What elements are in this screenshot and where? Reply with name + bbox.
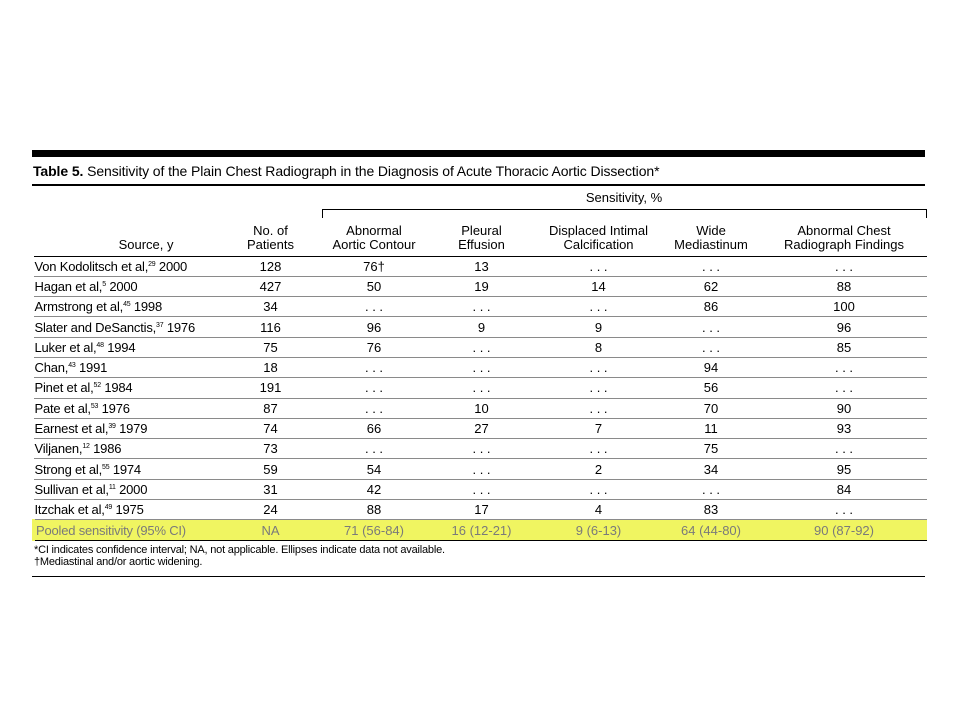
group-header-row xyxy=(34,186,927,212)
cell-mediastinum: 34 xyxy=(661,459,762,479)
col-header-mediastinum xyxy=(661,212,762,257)
table-row xyxy=(34,357,927,377)
cell-calcification: 14 xyxy=(537,276,661,296)
pooled-patients: NA xyxy=(220,520,322,540)
cell-pleural: 27 xyxy=(427,418,537,438)
cell-source xyxy=(34,459,220,479)
cell-source xyxy=(34,276,220,296)
source-name: Chan, xyxy=(34,360,69,376)
source-year: 1984 xyxy=(104,380,133,396)
cell-pleural: 13 xyxy=(427,256,537,276)
cell-pleural: . . . xyxy=(427,439,537,459)
cell-calcification: 9 xyxy=(537,317,661,337)
cell-source xyxy=(34,337,220,357)
cell-findings: . . . xyxy=(762,439,927,459)
cell-source xyxy=(34,256,220,276)
source-year: 1976 xyxy=(166,319,195,335)
cell-source xyxy=(34,357,220,377)
cell-contour: 88 xyxy=(322,500,427,520)
cell-contour: . . . xyxy=(322,398,427,418)
cell-calcification: . . . xyxy=(537,479,661,499)
col-header-line: Pleural xyxy=(461,222,502,238)
col-header-findings xyxy=(762,212,927,257)
cell-findings: 100 xyxy=(762,297,927,317)
source-ref: 39 xyxy=(108,423,116,431)
source-name: Itzchak et al, xyxy=(34,502,105,518)
table-row xyxy=(34,398,927,418)
source-name: Pate et al, xyxy=(34,400,91,416)
group-header-label: Sensitivity, % xyxy=(585,189,663,205)
cell-contour: 96 xyxy=(322,317,427,337)
col-header-pleural xyxy=(427,212,537,257)
cell-calcification: . . . xyxy=(537,439,661,459)
cell-calcification: . . . xyxy=(537,256,661,276)
cell-findings: 90 xyxy=(762,398,927,418)
table-row xyxy=(34,317,927,337)
cell-findings: . . . xyxy=(762,357,927,377)
table-row xyxy=(34,337,927,357)
table-body xyxy=(34,256,927,540)
cell-calcification: 2 xyxy=(537,459,661,479)
cell-findings: 88 xyxy=(762,276,927,296)
col-header-line: Displaced Intimal xyxy=(549,222,648,238)
cell-mediastinum: 70 xyxy=(661,398,762,418)
cell-contour: . . . xyxy=(322,439,427,459)
col-header-line: Abnormal xyxy=(346,222,402,238)
source-year: 1994 xyxy=(107,339,136,355)
source-year: 1991 xyxy=(79,360,108,376)
cell-pleural: . . . xyxy=(427,337,537,357)
table-row xyxy=(34,479,927,499)
cell-source xyxy=(34,439,220,459)
cell-findings: 84 xyxy=(762,479,927,499)
cell-mediastinum: . . . xyxy=(661,256,762,276)
cell-pleural: 10 xyxy=(427,398,537,418)
table-panel xyxy=(32,150,925,577)
source-ref: 53 xyxy=(90,402,99,410)
pooled-findings: 90 (87-92) xyxy=(762,520,927,540)
source-ref: 55 xyxy=(102,463,110,471)
pooled-mediastinum: 64 (44-80) xyxy=(661,520,762,540)
source-year: 1974 xyxy=(112,461,141,477)
cell-calcification: 8 xyxy=(537,337,661,357)
col-header-contour xyxy=(322,212,427,257)
cell-mediastinum: 56 xyxy=(661,378,762,398)
source-year: 2000 xyxy=(158,258,188,274)
cell-mediastinum: . . . xyxy=(661,479,762,499)
pooled-source: Pooled sensitivity (95% CI) xyxy=(34,520,220,540)
source-ref: 52 xyxy=(93,382,101,390)
pooled-calcification: 9 (6-13) xyxy=(537,520,661,540)
col-header-line: No. of xyxy=(253,222,288,238)
cell-calcification: 4 xyxy=(537,500,661,520)
source-ref: 43 xyxy=(68,362,76,370)
cell-pleural: 17 xyxy=(427,500,537,520)
source-year: 1975 xyxy=(115,502,144,518)
source-name: Hagan et al, xyxy=(34,278,103,294)
cell-source xyxy=(34,500,220,520)
col-header-line: Source, y xyxy=(118,236,174,252)
cell-patients: 191 xyxy=(220,378,322,398)
source-year: 1979 xyxy=(119,421,148,437)
source-name: Sullivan et al, xyxy=(34,481,109,497)
source-ref: 48 xyxy=(96,341,104,349)
cell-calcification: . . . xyxy=(537,357,661,377)
cell-patients: 116 xyxy=(220,317,322,337)
table-title xyxy=(32,161,925,181)
col-header-line: Patients xyxy=(247,236,294,252)
cell-contour: . . . xyxy=(322,378,427,398)
table-row xyxy=(34,276,927,296)
cell-pleural: . . . xyxy=(427,479,537,499)
cell-patients: 31 xyxy=(220,479,322,499)
cell-patients: 34 xyxy=(220,297,322,317)
top-rule xyxy=(32,150,925,157)
cell-source xyxy=(34,479,220,499)
cell-pleural: . . . xyxy=(427,297,537,317)
pooled-row xyxy=(34,520,927,540)
footnote: *CI indicates confidence interval; NA, not applicable. Ellipses indicate data not available. xyxy=(34,543,445,556)
cell-pleural: 19 xyxy=(427,276,537,296)
cell-contour: 54 xyxy=(322,459,427,479)
source-year: 2000 xyxy=(119,481,148,497)
source-name: Armstrong et al, xyxy=(34,299,124,315)
source-year: 1986 xyxy=(93,441,122,457)
cell-mediastinum: 83 xyxy=(661,500,762,520)
cell-patients: 75 xyxy=(220,337,322,357)
cell-patients: 24 xyxy=(220,500,322,520)
col-header-patients xyxy=(220,212,322,257)
source-name: Strong et al, xyxy=(34,461,102,477)
col-header-line: Aortic Contour xyxy=(332,236,416,252)
source-name: Von Kodolitsch et al, xyxy=(34,258,149,274)
col-header-line: Radiograph Findings xyxy=(784,236,904,252)
col-header-line: Calcification xyxy=(563,236,634,252)
col-header-source xyxy=(34,212,220,257)
source-year: 1976 xyxy=(101,400,130,416)
table-row xyxy=(34,500,927,520)
cell-patients: 59 xyxy=(220,459,322,479)
cell-patients: 73 xyxy=(220,439,322,459)
cell-source xyxy=(34,398,220,418)
cell-contour: . . . xyxy=(322,297,427,317)
cell-contour: 50 xyxy=(322,276,427,296)
footnotes xyxy=(32,544,925,568)
bottom-rule xyxy=(32,576,925,578)
cell-source xyxy=(34,297,220,317)
pooled-contour: 71 (56-84) xyxy=(322,520,427,540)
source-ref: 11 xyxy=(108,483,116,491)
source-ref: 45 xyxy=(123,301,131,309)
source-name: Slater and DeSanctis, xyxy=(34,319,157,335)
cell-findings: . . . xyxy=(762,256,927,276)
table-row xyxy=(34,378,927,398)
col-header-line: Mediastinum xyxy=(674,236,748,252)
table-row xyxy=(34,439,927,459)
source-name: Earnest et al, xyxy=(34,421,109,437)
table-label: Table 5. xyxy=(33,163,84,179)
source-ref: 49 xyxy=(104,504,113,512)
source-name: Viljanen, xyxy=(34,441,83,457)
cell-mediastinum: 11 xyxy=(661,418,762,438)
cell-pleural: 9 xyxy=(427,317,537,337)
source-ref: 37 xyxy=(156,321,164,329)
cell-calcification: 7 xyxy=(537,418,661,438)
column-header-row xyxy=(34,212,927,257)
cell-contour: 42 xyxy=(322,479,427,499)
cell-calcification: . . . xyxy=(537,378,661,398)
cell-mediastinum: . . . xyxy=(661,337,762,357)
table-row xyxy=(34,297,927,317)
source-name: Luker et al, xyxy=(34,339,97,355)
cell-findings: 85 xyxy=(762,337,927,357)
bracket-tick-right xyxy=(926,209,927,218)
col-header-line: Abnormal Chest xyxy=(797,222,891,238)
cell-patients: 87 xyxy=(220,398,322,418)
source-year: 1998 xyxy=(133,299,162,315)
cell-findings: . . . xyxy=(762,378,927,398)
table-row xyxy=(34,459,927,479)
footnote: †Mediastinal and/or aortic widening. xyxy=(34,555,203,568)
source-ref: 5 xyxy=(102,280,106,288)
source-ref: 29 xyxy=(148,260,156,268)
pooled-pleural: 16 (12-21) xyxy=(427,520,537,540)
cell-findings: 96 xyxy=(762,317,927,337)
cell-source xyxy=(34,418,220,438)
cell-patients: 427 xyxy=(220,276,322,296)
cell-patients: 18 xyxy=(220,357,322,377)
table-row xyxy=(34,256,927,276)
cell-findings: 95 xyxy=(762,459,927,479)
source-ref: 12 xyxy=(82,443,90,451)
cell-source xyxy=(34,378,220,398)
cell-contour: 76 xyxy=(322,337,427,357)
bracket-tick-left xyxy=(322,209,323,218)
sensitivity-group-header xyxy=(322,186,927,212)
cell-findings: 93 xyxy=(762,418,927,438)
cell-findings: . . . xyxy=(762,500,927,520)
bracket-line xyxy=(322,209,927,210)
cell-mediastinum: 62 xyxy=(661,276,762,296)
source-year: 2000 xyxy=(109,278,138,294)
cell-mediastinum: 75 xyxy=(661,439,762,459)
col-header-line: Effusion xyxy=(458,236,505,252)
cell-calcification: . . . xyxy=(537,398,661,418)
table-caption: Sensitivity of the Plain Chest Radiograph in the Diagnosis of Acute Thoracic Aortic Dissection* xyxy=(87,163,660,179)
source-name: Pinet et al, xyxy=(34,380,94,396)
cell-contour: . . . xyxy=(322,357,427,377)
cell-mediastinum: . . . xyxy=(661,317,762,337)
cell-mediastinum: 94 xyxy=(661,357,762,377)
cell-source xyxy=(34,317,220,337)
cell-patients: 128 xyxy=(220,256,322,276)
cell-patients: 74 xyxy=(220,418,322,438)
cell-contour: 66 xyxy=(322,418,427,438)
cell-pleural: . . . xyxy=(427,459,537,479)
cell-pleural: . . . xyxy=(427,378,537,398)
cell-pleural: . . . xyxy=(427,357,537,377)
col-header-line: Wide xyxy=(696,222,726,238)
col-header-calcification xyxy=(537,212,661,257)
table-row xyxy=(34,418,927,438)
cell-contour: 76† xyxy=(322,256,427,276)
cell-mediastinum: 86 xyxy=(661,297,762,317)
cell-calcification: . . . xyxy=(537,297,661,317)
sensitivity-table xyxy=(32,186,927,541)
